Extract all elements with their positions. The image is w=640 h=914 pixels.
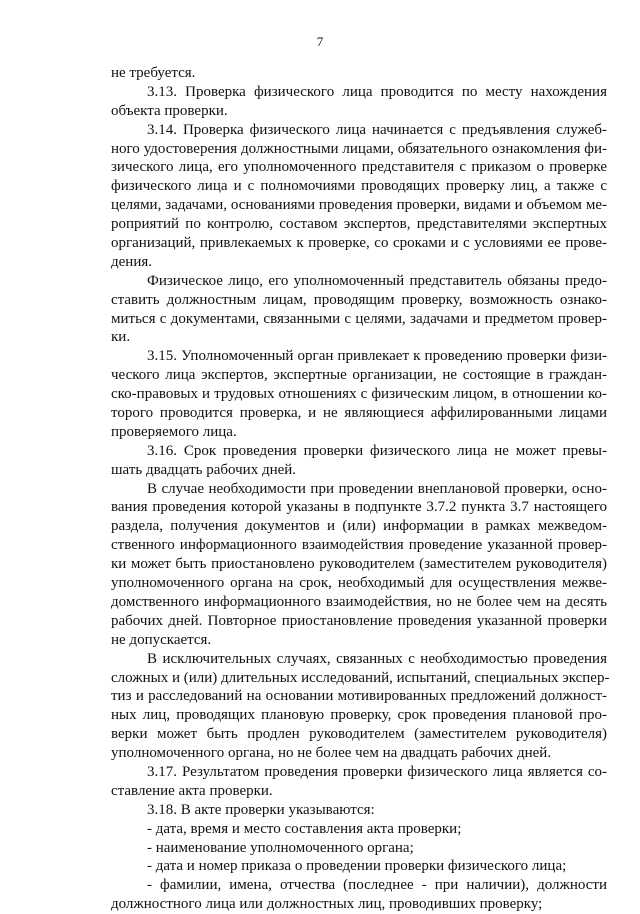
- text-line: - фамилии, имена, отчества (последнее - при наличии), должности: [147, 877, 607, 894]
- text-line: объекта проверки.: [111, 102, 228, 119]
- text-line: проверяемого лица.: [111, 423, 237, 440]
- text-line: зического лица, его уполномоченного представителя с приказом о проверке: [111, 159, 607, 176]
- text-line: рабочих дней. Повторное приостановление проведения указанной проверки: [111, 612, 607, 629]
- text-line: верки может быть продлен руководителем (заместителем руководителя): [111, 726, 607, 743]
- text-line: ставить должностным лицам, проводящим проверку, возможность ознако-: [111, 291, 607, 308]
- text-line: дения.: [111, 253, 152, 270]
- text-line: В исключительных случаях, связанных с необходимостью проведения: [147, 650, 607, 667]
- text-line: домственного информационного взаимодействия, но не более чем на десять: [111, 593, 607, 610]
- text-line: торого проводится проверка, и не являющиеся аффилированными лицами: [111, 405, 607, 422]
- text-line: тиз и расследований на основании мотивированных предложений должност-: [111, 688, 607, 705]
- text-line: роприятий по контролю, составом экспертов, представителями экспертных: [111, 216, 607, 233]
- text-line: ставление акта проверки.: [111, 782, 273, 799]
- text-line: раздела, получения документов и (или) информации в рамках межведом-: [111, 518, 607, 535]
- text-line: 3.17. Результатом проведения проверки физического лица является со-: [147, 763, 607, 780]
- text-line: вания проведения которой указаны в подпункте 3.7.2 пункта 3.7 настоящего: [111, 499, 607, 516]
- text-line: 3.14. Проверка физического лица начинается с предъявления служеб-: [147, 121, 607, 138]
- text-line: 3.13. Проверка физического лица проводится по месту нахождения: [147, 83, 607, 100]
- text-line: миться с документами, связанными с целями, задачами и предметом провер-: [111, 310, 607, 327]
- text-line: организаций, привлекаемых к проверке, со сроками и с условиями ее прове-: [111, 235, 607, 252]
- text-line: шать двадцать рабочих дней.: [111, 461, 297, 478]
- document-body: [111, 64, 610, 914]
- text-line: физического лица и с полномочиями проводящих проверку лиц, а также с: [111, 178, 607, 195]
- text-line: уполномоченного органа, но не более чем на двадцать рабочих дней.: [111, 745, 552, 762]
- text-line: 3.16. Срок проведения проверки физического лица не может превы-: [147, 442, 607, 459]
- text-line: - дата, время и место составления акта проверки;: [147, 820, 462, 837]
- page-number: 7: [316, 34, 324, 49]
- text-line: ных лиц, проводящих плановую проверку, срок проведения плановой про-: [111, 707, 607, 724]
- text-line: - наименование уполномоченного органа;: [147, 839, 414, 856]
- text-line: Физическое лицо, его уполномоченный представитель обязаны предо-: [147, 272, 607, 289]
- text-line: ственного информационного взаимодействия проведение указанной провер-: [111, 537, 607, 554]
- text-line: 3.15. Уполномоченный орган привлекает к проведению проверки физи-: [147, 348, 607, 365]
- text-line: ки может быть приостановлено руководителем (заместителем руководителя): [111, 556, 607, 573]
- text-line: 3.18. В акте проверки указываются:: [147, 801, 375, 818]
- text-line: - дата и номер приказа о проведении проверки физического лица;: [147, 858, 567, 875]
- text-line: сложных и (или) длительных исследований, испытаний, специальных экспер-: [111, 669, 610, 686]
- text-line: уполномоченного органа на срок, необходимый для осуществления межве-: [111, 575, 607, 592]
- text-line: ческого лица экспертов, экспертные организации, не состоящие в граждан-: [111, 367, 607, 384]
- text-line: должностного лица или должностных лиц, проводивших проверку;: [111, 896, 543, 913]
- text-line: В случае необходимости при проведении внеплановой проверки, осно-: [147, 480, 607, 497]
- text-line: целями, задачами, основаниями проведения проверки, видами и объемом ме-: [111, 197, 607, 214]
- text-line: не требуется.: [111, 65, 196, 81]
- text-line: не допускается.: [111, 631, 212, 648]
- text-line: ско-правовых и трудовых отношениях с физическим лицом, в отношении ко-: [111, 386, 607, 403]
- text-line: ки.: [111, 329, 131, 346]
- text-line: ного удостоверения должностными лицами, обязательного ознакомления фи-: [111, 140, 607, 157]
